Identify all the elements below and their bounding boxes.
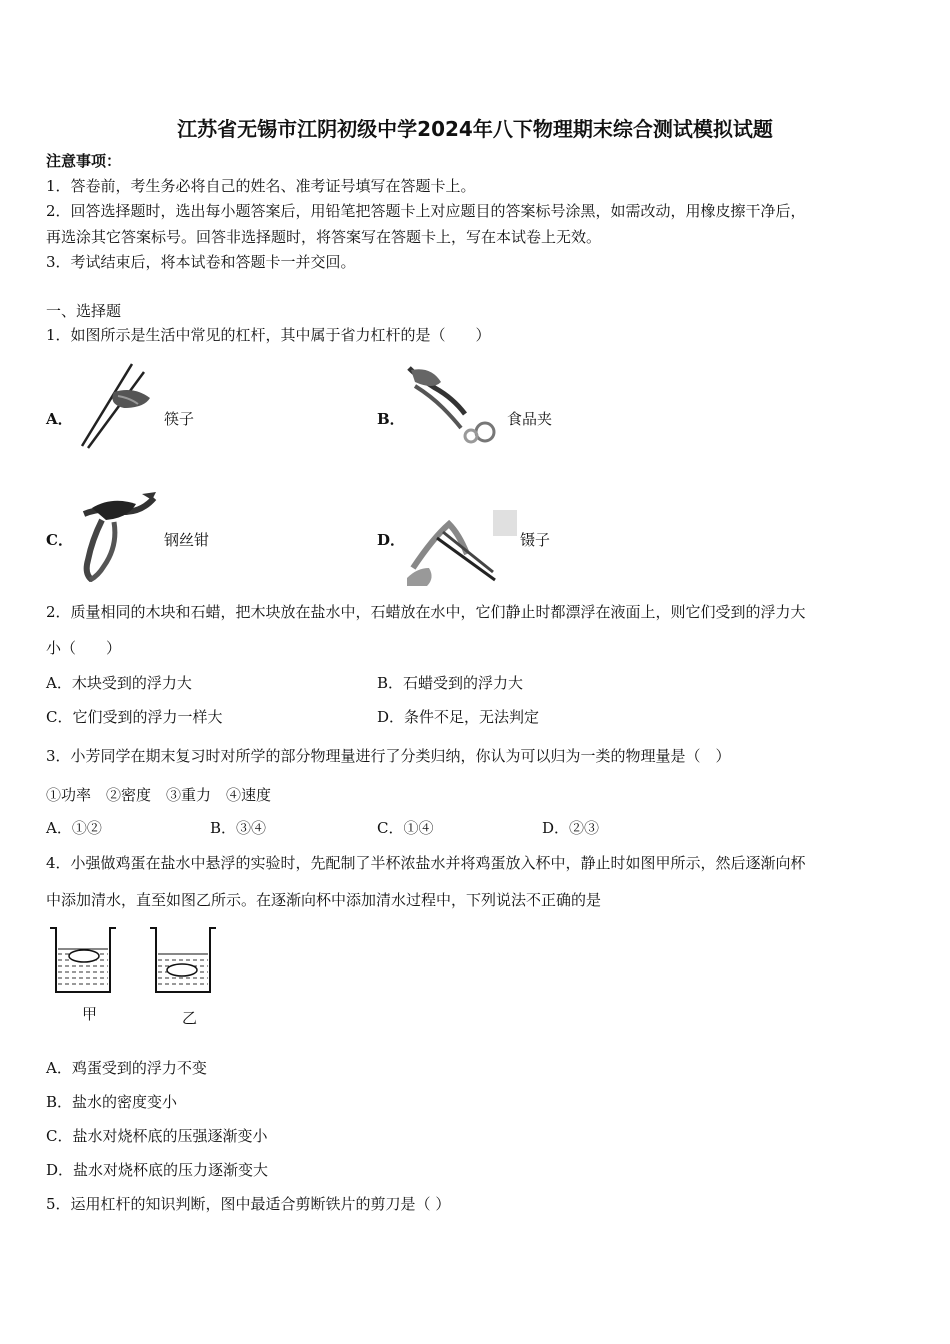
option-label: 镊子 xyxy=(520,531,551,549)
section-heading: 一、选择题 xyxy=(46,302,122,320)
option: B．③④ xyxy=(210,819,267,837)
pliers-picture xyxy=(72,490,162,582)
option: B．石蜡受到的浮力大 xyxy=(377,674,524,692)
question-5-stem: 5．运用杠杆的知识判断，图中最适合剪断铁片的剪刀是（ ） xyxy=(46,1195,451,1213)
question-2-stem: 小（ ） xyxy=(46,639,122,657)
beaker-jia-figure xyxy=(48,924,118,998)
option-key: B． xyxy=(377,410,405,428)
option: C．它们受到的浮力一样大 xyxy=(46,708,223,726)
question-3-stem: 3．小芳同学在期末复习时对所学的部分物理量进行了分类归纳，你认为可以归为一类的物理量是（ ） xyxy=(46,747,731,765)
notice-item: 2．回答选择题时，选出每小题答案后，用铅笔把答题卡上对应题目的答案标号涂黑，如需改动，用橡皮擦干净后， xyxy=(46,202,806,220)
option: D．盐水对烧杯底的压力逐渐变大 xyxy=(46,1161,269,1179)
option: D．条件不足，无法判定 xyxy=(377,708,540,726)
figure-label-jia: 甲 xyxy=(82,1005,98,1023)
notice-item: 1．答卷前，考生务必将自己的姓名、准考证号填写在答题卡上。 xyxy=(46,177,476,195)
option: B．盐水的密度变小 xyxy=(46,1093,178,1111)
option: C．盐水对烧杯底的压强逐渐变小 xyxy=(46,1127,268,1145)
figure-label-yi: 乙 xyxy=(182,1009,198,1027)
question-2-stem: 2．质量相同的木块和石蜡，把木块放在盐水中，石蜡放在水中，它们静止时都漂浮在液面上，则它们受到的浮力大 xyxy=(46,603,806,621)
option: A．①② xyxy=(46,819,102,837)
question-1-stem: 1．如图所示是生活中常见的杠杆，其中属于省力杠杆的是（ ） xyxy=(46,326,491,344)
option-key: D． xyxy=(377,531,406,549)
notice-item: 再选涂其它答案标号。回答非选择题时，将答案写在答题卡上，写在本试卷上无效。 xyxy=(46,228,602,246)
option: C．①④ xyxy=(377,819,434,837)
question-4-stem: 中添加清水，直至如图乙所示。在逐渐向杯中添加清水过程中，下列说法不正确的是 xyxy=(46,891,602,909)
question-3-items: ①功率 ②密度 ③重力 ④速度 xyxy=(46,786,272,804)
notice-item: 3．考试结束后，将本试卷和答题卡一并交回。 xyxy=(46,253,356,271)
food-tongs-picture xyxy=(405,366,501,452)
chopsticks-picture xyxy=(74,362,154,450)
option: A．木块受到的浮力大 xyxy=(46,674,192,692)
option-key: A． xyxy=(46,410,73,428)
beaker-yi-figure xyxy=(148,924,218,998)
option-label: 钢丝钳 xyxy=(164,531,210,549)
option-label: 食品夹 xyxy=(507,410,553,428)
tweezers-picture xyxy=(407,508,519,586)
question-4-stem: 4．小强做鸡蛋在盐水中悬浮的实验时，先配制了半杯浓盐水并将鸡蛋放入杯中，静止时如图甲所示，然后逐渐向杯 xyxy=(46,854,806,872)
option: D．②③ xyxy=(542,819,600,837)
option: A．鸡蛋受到的浮力不变 xyxy=(46,1059,207,1077)
page-title: 江苏省无锡市江阴初级中学2024年八下物理期末综合测试模拟试题 xyxy=(177,117,773,141)
option-label: 筷子 xyxy=(164,410,195,428)
option-key: C． xyxy=(46,531,73,549)
notice-heading: 注意事项： xyxy=(46,152,122,170)
